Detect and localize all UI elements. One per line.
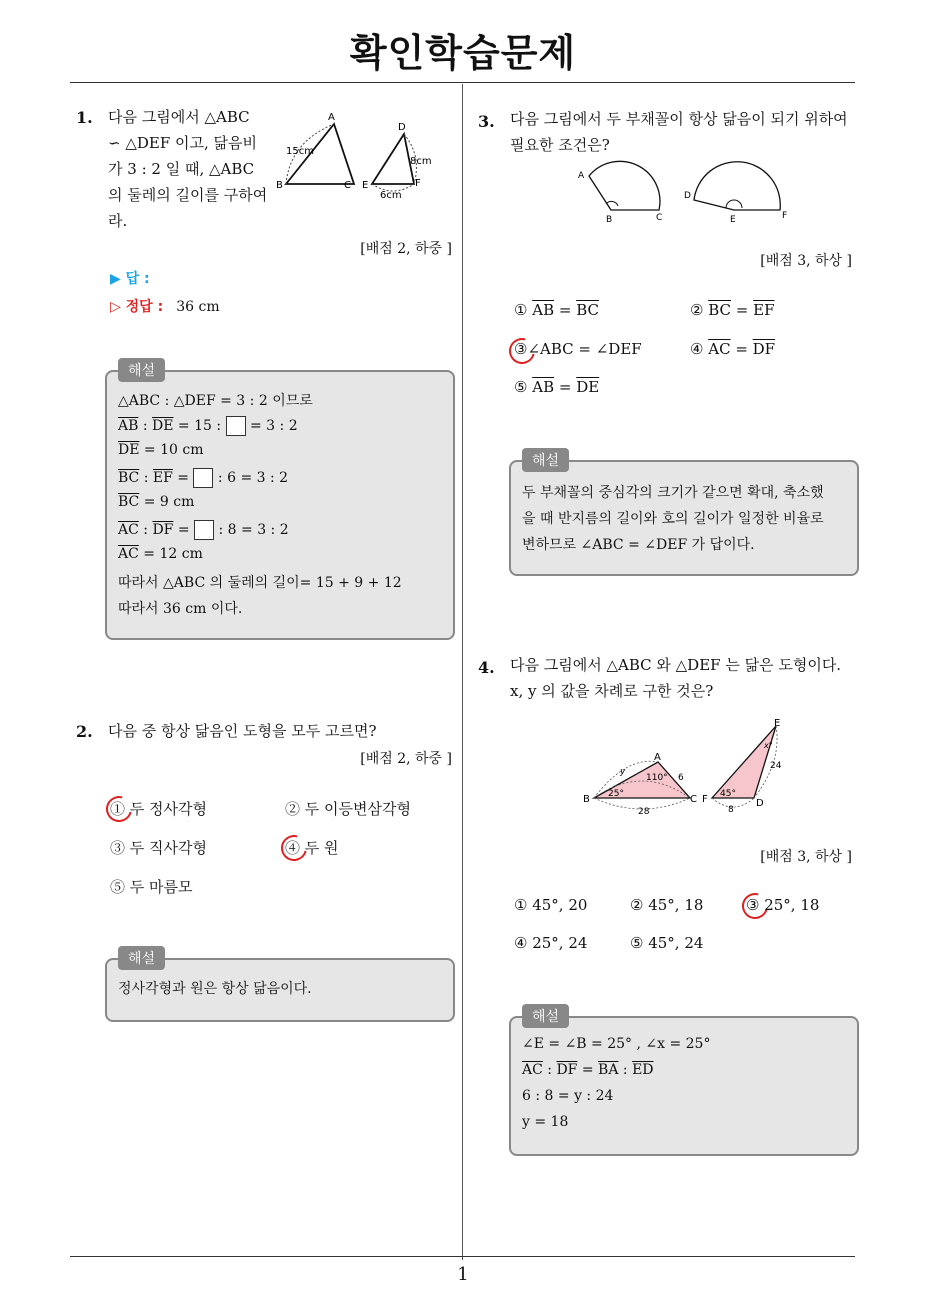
correct-answer (110, 296, 220, 316)
explanation-line: 정사각형과 원은 항상 닮음이다. (118, 981, 312, 997)
question-meta: [배점 2, 하중 ] (360, 751, 452, 767)
question-text (108, 104, 273, 234)
question-text-line: ∽ △DEF 이고, 닮음비 (108, 134, 258, 152)
question-meta: [배점 2, 하중 ] (360, 241, 452, 257)
label-A: A (328, 112, 335, 123)
explanation-line: 6 : 8 = y : 24 (522, 1088, 614, 1104)
explanation-line: $\overline{AC} = 12$ cm (118, 546, 203, 562)
explanation-line: $\overline{BC}$ : $\overline{EF}$ = : 6 = 3 : 2 (118, 470, 289, 486)
explanation-line: 변하므로 ∠ABC = ∠DEF 가 답이다. (522, 537, 755, 553)
label-110: 110° (646, 773, 668, 783)
question-number: 3. (478, 112, 495, 131)
explanation-line: y = 18 (522, 1114, 569, 1130)
column-divider (462, 84, 463, 1260)
option-1[interactable]: ① $\overline{AB} = \overline{BC}$ (514, 301, 599, 319)
explanation-line: ∠E = ∠B = 25° , ∠x = 25° (522, 1036, 711, 1052)
question-text-line: 라. (108, 212, 128, 230)
question-text-line: 필요한 조건은? (510, 136, 610, 154)
option-1[interactable]: ① 45°, 20 (514, 896, 588, 914)
label-6cm: 6cm (380, 190, 402, 201)
explanation-tag: 해설 (118, 358, 165, 382)
label-B: B (276, 180, 283, 191)
explanation-line: 을 때 반지름의 길이와 호의 길이가 일정한 비율로 (522, 511, 824, 527)
explanation-line: $\overline{AB}$ : $\overline{DE} = 15$ : = 3 : 2 (118, 418, 298, 434)
label-24: 24 (770, 761, 782, 771)
page-title: 확인학습문제 (349, 31, 577, 75)
label-C: C (344, 180, 351, 191)
label-6: 6 (678, 773, 684, 783)
explanation-line: $\overline{AC}$ : $\overline{DF} = \overline{BA}$ : $\overline{ED}$ (522, 1062, 654, 1078)
correct-answer-label: ▷ 정답 : (110, 299, 164, 315)
question-text-line: 다음 그림에서 △ABC 와 △DEF 는 닮은 도형이다. (510, 656, 842, 674)
option-2[interactable]: ② 45°, 18 (630, 896, 704, 914)
question-text-line: 가 3 : 2 일 때, △ABC (108, 160, 255, 178)
question-text: 다음 중 항상 닮음인 도형을 모두 고르면? (108, 722, 377, 740)
question-number: 2. (76, 722, 93, 741)
explanation-line: 따라서 36 cm 이다. (118, 601, 243, 617)
option-4[interactable]: ④ 25°, 24 (514, 934, 588, 952)
explanation-line: 두 부채꼴의 중심각의 크기가 같으면 확대, 축소했 (522, 485, 824, 501)
option-3[interactable]: ③ 두 직사각형 (110, 839, 207, 857)
label-8cm: 8cm (410, 156, 432, 167)
option-2[interactable]: ② 두 이등변삼각형 (285, 800, 411, 818)
option-2[interactable]: ② $\overline{BC} = \overline{EF}$ (690, 301, 775, 319)
label-28: 28 (638, 807, 650, 817)
sectors-figure (574, 160, 800, 226)
footer-divider (70, 1256, 855, 1257)
label-F: F (415, 178, 421, 189)
label-C: C (690, 794, 697, 805)
triangles-figure (272, 108, 442, 204)
explanation-line: $\overline{DE} = 10$ cm (118, 442, 204, 458)
label-D: D (684, 191, 691, 201)
explanation-tag: 해설 (118, 946, 165, 970)
option-4[interactable]: ④ $\overline{AC} = \overline{DF}$ (690, 340, 776, 358)
question-text (510, 106, 860, 158)
explanation-tag: 해설 (522, 448, 569, 472)
question-number: 4. (478, 658, 495, 677)
question-text-line: 다음 그림에서 두 부채꼴이 항상 닮음이 되기 위하여 (510, 110, 848, 128)
explanation-line: $\overline{AC}$ : $\overline{DF}$ = : 8 = 3 : 2 (118, 522, 289, 538)
similar-triangles-figure (578, 716, 788, 820)
option-5[interactable]: ⑤ 두 마름모 (110, 878, 193, 896)
question-text-line: 다음 그림에서 △ABC (108, 108, 250, 126)
question-meta: [배점 3, 하상 ] (760, 253, 852, 269)
label-B: B (606, 215, 613, 225)
label-D: D (398, 122, 406, 133)
option-4[interactable]: ④ 두 원 (285, 839, 339, 857)
label-A: A (654, 752, 661, 763)
blank-box (194, 520, 214, 540)
question-number: 1. (76, 108, 93, 127)
label-8: 8 (728, 805, 734, 815)
label-F: F (702, 794, 708, 805)
label-B: B (583, 794, 590, 805)
label-D: D (756, 798, 764, 809)
explanation-line: △ABC : △DEF = 3 : 2 이므로 (118, 393, 313, 409)
header-divider (70, 82, 855, 83)
label-C: C (656, 213, 663, 223)
label-F: F (782, 211, 788, 221)
label-E: E (362, 180, 369, 191)
explanation-line: $\overline{BC} = 9$ cm (118, 494, 195, 510)
option-5[interactable]: ⑤ 45°, 24 (630, 934, 704, 952)
question-text-line: x, y 의 값을 차례로 구한 것은? (510, 682, 714, 700)
blank-box (226, 416, 246, 436)
question-text (510, 652, 862, 704)
page-number: 1 (457, 1264, 469, 1285)
label-x: x° (764, 741, 773, 750)
label-E: E (774, 718, 781, 729)
option-1[interactable]: ① 두 정사각형 (110, 800, 207, 818)
explanation-tag: 해설 (522, 1004, 569, 1028)
label-25: 25° (608, 789, 624, 799)
label-A: A (578, 171, 585, 181)
label-45: 45° (720, 789, 736, 799)
question-meta: [배점 3, 하상 ] (760, 849, 852, 865)
explanation-line: 따라서 △ABC 의 둘레의 길이= 15 + 9 + 12 (118, 575, 402, 591)
label-15cm: 15cm (286, 146, 314, 157)
option-5[interactable]: ⑤ $\overline{AB} = \overline{DE}$ (514, 378, 600, 396)
question-text-line: 의 둘레의 길이를 구하여 (108, 186, 268, 204)
label-E: E (730, 215, 736, 225)
blank-box (193, 468, 213, 488)
label-y: y (620, 767, 626, 777)
option-3[interactable]: ③∠ABC = ∠DEF (514, 340, 642, 358)
option-3[interactable]: ③ 25°, 18 (746, 896, 820, 914)
correct-answer-value: 36 cm (176, 299, 220, 315)
answer-label: ▶ 답 : (110, 271, 150, 287)
